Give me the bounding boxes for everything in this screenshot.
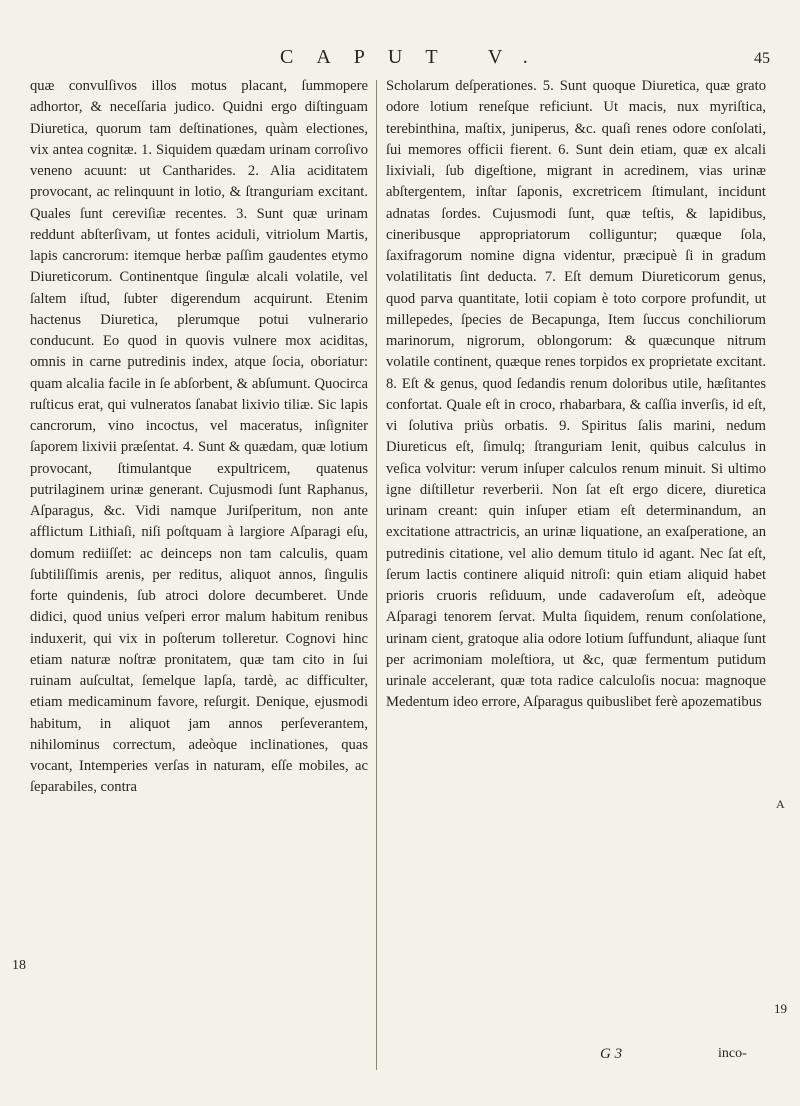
left-margin-number: 18: [12, 958, 26, 973]
running-title: CAPUT V.: [280, 46, 551, 68]
right-margin-number: 19: [774, 1001, 787, 1016]
running-head: [0, 46, 800, 74]
signature-mark: G 3: [600, 1046, 623, 1062]
left-column-text: quæ convulſivos illos motus placant, ſummopere adhortor, & neceſſaria judico. Quidni ergo diſtinguam Diuretica, quorum tam deſtinationes, quàm electiones, vix antea cognitæ. 1. Siquidem quædam urinam corroſivo veneno acuunt: ut Cantharides. 2. Alia aciditatem provocant, ac relinquunt in lotio, & ſtranguriam excitant. Quales ſunt cereviſiæ recentes. 3. Sunt quæ urinam reddunt abſterſivam, ut fontes aciduli, vitriolum Martis, lapis cancrorum: itemque herbæ paſſim gaudentes etymo Diureticorum. Continentque ſingulæ alcali volatile, vel ſaltem iſtud, ſubter digerendum acquirunt. Etenim hactenus Diuretica, plerumque potui vulnerario conducunt. Eo quod in quovis vulnere mox aciditas, omnis in carne putredinis index, atque ſocia, oboriatur: quam alcalia facile in ſe abſorbent, & abſumunt. Quocirca ruſticus erat, qui vulneratos ſanabat lixivio tiliæ. Sic lapis cancrorum, vino incoctus, vel maceratus, inſigniter ſaporem lixivii præſentat. 4. Sunt & quædam, quæ lotium provocant, ſtimulantque expultricem, quatenus putrilaginem urinæ generant. Cujusmodi ſunt Raphanus, Aſparagus, &c. Vidi namque Juriſperitum, non ante afflictum Lithiaſi, niſi poſtquam à largiore Aſparagi eſu, domum rediiſſet: ac deinceps non tam calculis, quam ſubtiliſſimis arenis, per reditus, aliquot annos, ſingulis forte quindenis, ſub atroci dolore decumberet. Unde didici, quod unius veſperi error malum habitum renibus induxerit, qui vix in poſterum tolleretur. Cognovi hinc etiam naturæ noſtræ pronitatem, quæ tam cito in ſui ruinam auſcultat, ſemelque lapſa, tardè, ac difficulter, etiam medicaminum favore, reſurgit. Denique, ejusmodi habitum, in aliquot jam annos perſeverantem, nihilominus correctum, adeòque inclinationes, quas vocant, Intemperies verſas in naturam, eſſe mobiles, ac ſeparabiles, contra: [30, 78, 368, 796]
column-divider: [376, 80, 377, 1070]
catchword: inco-: [718, 1046, 747, 1061]
right-column: [386, 76, 766, 714]
right-margin-mark: A: [776, 797, 785, 811]
page-number: 45: [754, 50, 770, 67]
right-column-text: Scholarum deſperationes. 5. Sunt quoque Diuretica, quæ grato odore lotium reneſque reficiunt. Ut macis, nux myriſtica, terebinthina, maſtix, juniperus, &c. quaſi renes odore conſolati, ſui memores officii fierent. 6. Sunt dein etiam, quæ ex alcali lixiviali, ſub digeſtione, migrant in acredinem, vias urinæ abſtergentem, inſtar ſaponis, excretricem ſtimulant, incidunt adnatas ſordes. Cujusmodi ſunt, quæ teſtis, & lapidibus, cineribusque appropriatorum colliguntur; quæque ſola, ſaxifragorum nomine digna videntur, præcipuè ſi in gradum volatilitatis ſint deducta. 7. Eſt demum Diureticorum genus, quod parva quantitate, lotii copiam è toto corpore profundit, ut millepedes, ſpecies de Becapunga, Item ſuccus conchiliorum marinorum, nigrorum, oblongorum: & quæcunque nitrum volatile continent, quæque renes torpidos ex proprietate excitant. 8. Eſt & genus, quod ſedandis renum doloribus utile, hæſitantes confortat. Quale eſt in croco, rhabarbara, & caſſia inverſis, id eſt, vi ſolutiva priùs orbatis. 9. Spiritus ſalis marini, nedum Diureticus eſt, ſimulq; ſtranguriam lenit, quibus calculus in veſica volvitur: verum inſuper calculos renum minuit. Si ultimo igne diſtilletur reverberii. Non ſat eſt ergo dicere, diuretica urinam creant: quin inſuper etiam eſt determinandum, an excitatione attractricis, an urinæ liquatione, an exaſperatione, an putredinis citatione, vel alio demum titulo id agant. Nec ſat eſt, ſerum lactis continere aliquid nitroſi: quin etiam aliquid habet prioris cruoris reſiduum, unde cadaveroſum eſt, adeòque Aſparagi tenorem ſervat. Multa ſiquidem, renum conſolatione, urinam cient, gratoque alia odore lotium ſuffundunt, aliaque ſunt per acrimoniam moleſtiora, ut &c, quæ fermentum putidum urinale accelerant, quæ tota radice calculoſis nocua: magnoque Medentum ideo errore, Aſparagus quibuslibet ferè apozematibus: [386, 78, 766, 711]
left-column: [30, 76, 368, 799]
